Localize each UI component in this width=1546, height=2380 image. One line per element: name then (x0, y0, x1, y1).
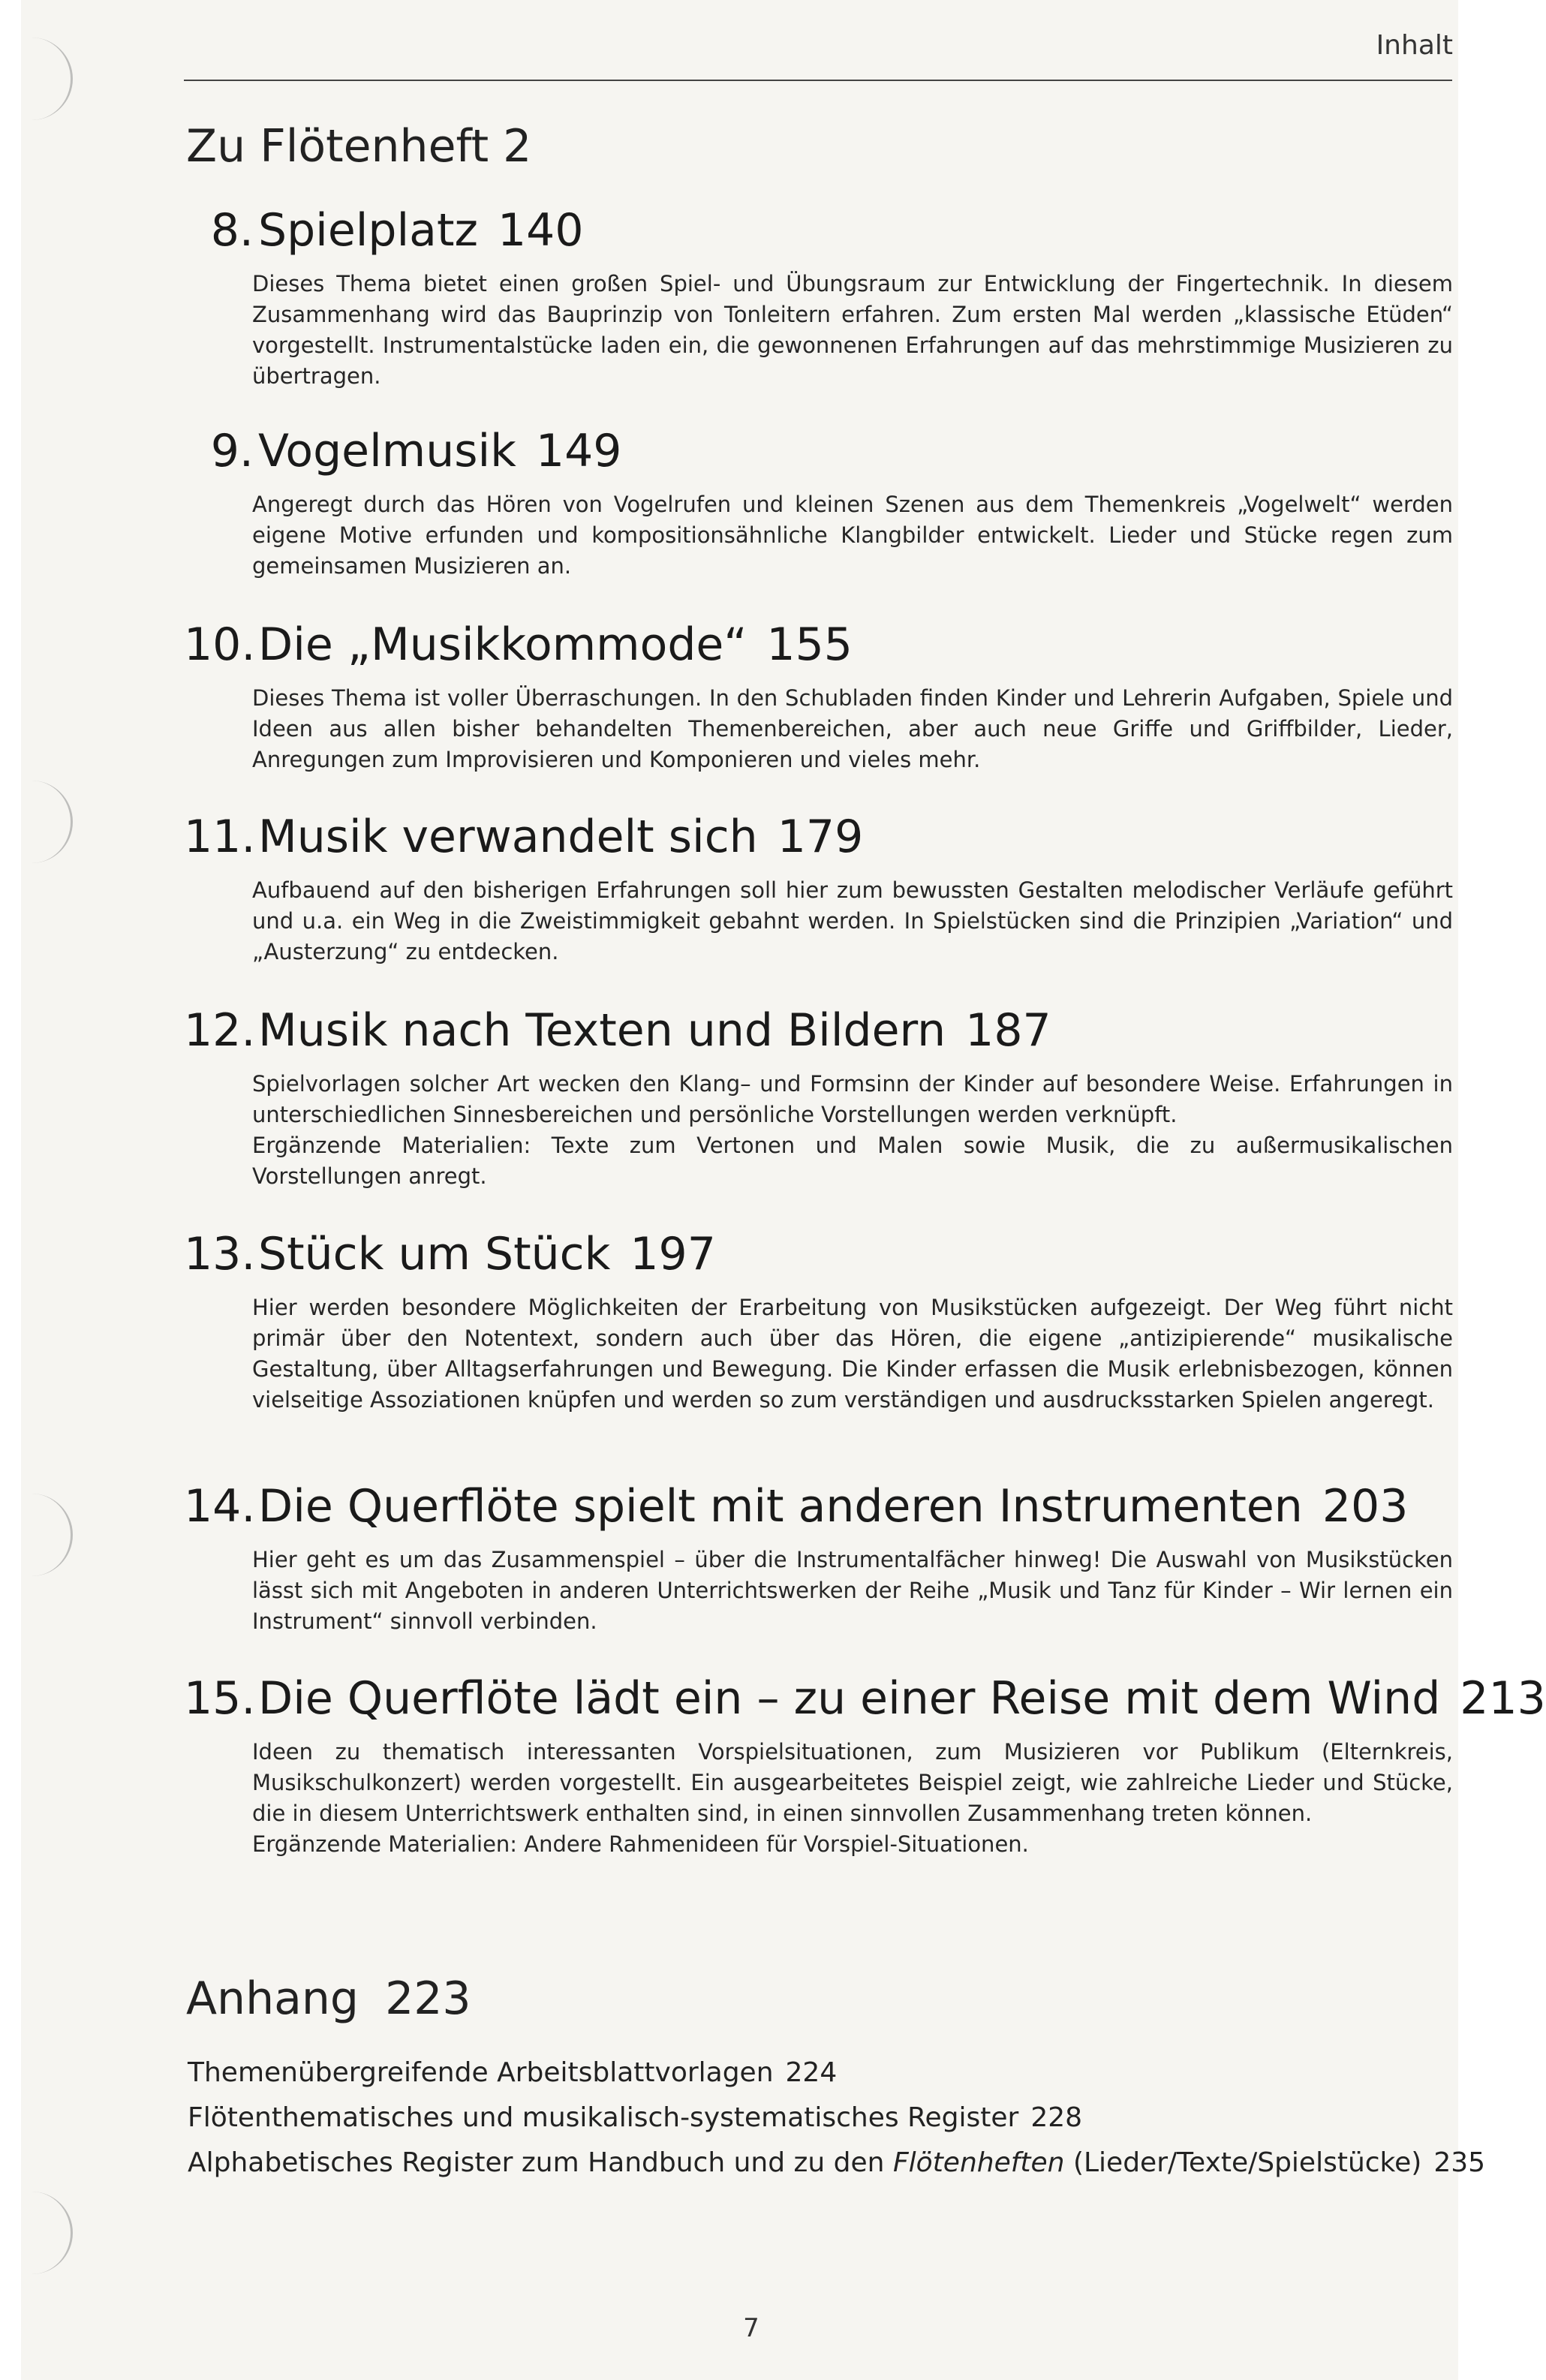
toc-entry-10 (184, 615, 1456, 775)
entry-description: Dieses Thema bietet einen großen Spiel- und Übungsraum zur Entwicklung der Fingertechnik. In diesem Zusammenhang wird das Bauprinzip von Tonleitern erfahren. Zum ersten Mal werden „klassische Etüden“ vorgestellt. Instrumentalstücke laden ein, die gewonnenen Erfahrungen auf das mehrstimmige Musizieren zu übertragen. (252, 271, 1453, 389)
appendix-item-text-after: (Lieder/Texte/Spielstücke) (1072, 2147, 1422, 2178)
toc-entry-12 (184, 1001, 1456, 1192)
appendix-item-text: Themenübergreifende Arbeitsblattvorlagen (188, 2057, 774, 2088)
appendix-item-page: 224 (785, 2057, 838, 2088)
entry-title: Die Querflöte spielt mit anderen Instrumenten (258, 1480, 1303, 1533)
appendix-item-text: Alphabetisches Register zum Handbuch und zu den (188, 2147, 885, 2178)
toc-entry-8 (184, 201, 1456, 392)
entry-description-text: Spielvorlagen solcher Art wecken den Klang– und Formsinn der Kinder auf besondere Weise. Erfahrungen in unterschiedlichen Sinnesbereichen und persönliche Vorstellungen werden verknüpft. (252, 1071, 1453, 1127)
entry-heading (184, 422, 1456, 480)
entry-number: 10. (184, 618, 256, 671)
entry-description-text: Ideen zu thematisch interessanten Vorspielsituationen, zum Musizieren vor Publikum (Elternkreis, Musikschulkonzert) werden vorgestellt. Ein ausgearbeitetes Beispiel zeigt, wie zahlreiche Lieder und Stücke, die in diesem Unterrichtswerk enthalten sind, in einen sinnvollen Zusammenhang treten können. (252, 1739, 1453, 1826)
appendix-title (186, 1972, 471, 2025)
entry-number: 12. (184, 1004, 256, 1057)
entry-title: Musik nach Texten und Bildern (258, 1004, 946, 1057)
appendix-item (188, 2141, 1486, 2186)
running-head: Inhalt (1376, 30, 1453, 61)
entry-title: Die „Musikkommode“ (258, 618, 747, 671)
entry-description: Aufbauend auf den bisherigen Erfahrungen soll hier zum bewussten Gestalten melodischer Verläufe geführt und u.a. ein Weg in die Zweistimmigkeit gebahnt werden. In Spielstücken sind die Prinzipien „Variation“ und „Austerzung“ zu entdecken. (252, 877, 1453, 964)
binder-hole (14, 2192, 73, 2274)
binder-hole (14, 1494, 73, 1576)
appendix-title-text: Anhang (186, 1972, 359, 2025)
entry-page: 179 (777, 811, 864, 863)
appendix-item (188, 2051, 1456, 2096)
entry-page: 149 (535, 425, 622, 477)
appendix-item (188, 2096, 1456, 2141)
toc-entry-11 (184, 808, 1456, 967)
entry-number: 8. (210, 204, 254, 257)
entry-title: Spielplatz (258, 204, 478, 257)
binder-hole (14, 38, 73, 120)
toc-entry-9 (184, 422, 1456, 582)
entry-page: 197 (630, 1228, 716, 1280)
appendix-list (188, 2051, 1486, 2186)
page-number: 7 (743, 2313, 759, 2343)
toc-entry-14 (184, 1477, 1456, 1637)
entry-description: Angeregt durch das Hören von Vogelrufen und kleinen Szenen aus dem Themenkreis „Vogelwelt“ werden eigene Motive erfunden und kompositionsähnliche Klangbilder entwickelt. Lieder und Stücke regen zum gemeinsamen Musizieren an. (252, 492, 1453, 579)
entry-heading (184, 1001, 1456, 1060)
entry-heading (184, 1225, 1456, 1283)
entry-supplement-text: Ergänzende Materialien: Andere Rahmenideen für Vorspiel-Situationen. (252, 1831, 1029, 1857)
entry-heading (184, 808, 1456, 866)
section-title: Zu Flötenheft 2 (186, 120, 532, 173)
header-rule (184, 80, 1452, 81)
appendix-item-page: 235 (1433, 2147, 1486, 2178)
entry-description: Hier werden besondere Möglichkeiten der Erarbeitung von Musikstücken aufgezeigt. Der Weg führt nicht primär über den Notentext, sondern auch über das Hören, die eigene „antizipierende“ musikalische Gestaltung, über Alltagserfahrungen und Bewegung. Die Kinder erfassen die Musik erlebnisbezogen, können vielseitige Assoziationen knüpfen und werden so zum verständigen und ausdrucksstarken Spielen angeregt. (252, 1295, 1453, 1413)
entry-number: 11. (184, 811, 256, 863)
entry-number: 13. (184, 1228, 256, 1280)
entry-title: Die Querflöte lädt ein – zu einer Reise mit dem Wind (258, 1672, 1441, 1725)
entry-description (252, 1737, 1453, 1860)
entry-heading (184, 201, 1456, 260)
entry-page: 140 (497, 204, 584, 257)
entry-page: 203 (1322, 1480, 1409, 1533)
appendix-item-italic-text: Flötenheften (892, 2147, 1065, 2178)
binder-holes (0, 0, 98, 2380)
entry-page: 187 (965, 1004, 1051, 1057)
entry-number: 9. (210, 425, 254, 477)
entry-page: 155 (766, 618, 853, 671)
appendix-item-text: Flötenthematisches und musikalisch-systematisches Register (188, 2102, 1019, 2133)
entry-title: Musik verwandelt sich (258, 811, 758, 863)
entry-number: 14. (184, 1480, 256, 1533)
entry-number: 15. (184, 1672, 256, 1725)
appendix-item-page: 228 (1030, 2102, 1083, 2133)
entry-heading (184, 615, 1456, 674)
entry-description: Hier geht es um das Zusammenspiel – über die Instrumentalfächer hinweg! Die Auswahl von Musikstücken lässt sich mit Angeboten in anderen Unterrichtswerken der Reihe „Musik und Tanz für Kinder – Wir lernen ein Instrument“ sinnvoll verbinden. (252, 1547, 1453, 1634)
entry-title: Vogelmusik (258, 425, 516, 477)
entry-description: Dieses Thema ist voller Überraschungen. In den Schubladen finden Kinder und Lehrerin Aufgaben, Spiele und Ideen aus allen bisher behandelten Themenbereichen, aber auch neue Griffe und Griffbilder, Lieder, Anregungen zum Improvisieren und Komponieren und vieles mehr. (252, 685, 1453, 772)
entry-supplement-text: Ergänzende Materialien: Texte zum Vertonen und Malen sowie Musik, die zu außermusikalischen Vorstellungen anregt. (252, 1133, 1453, 1189)
entry-heading (184, 1669, 1546, 1728)
binder-hole (14, 781, 73, 863)
entry-title: Stück um Stück (258, 1228, 611, 1280)
toc-entry-15 (184, 1669, 1546, 1860)
entry-heading (184, 1477, 1456, 1536)
entry-page: 213 (1460, 1672, 1546, 1725)
toc-entry-13 (184, 1225, 1456, 1416)
appendix-page: 223 (385, 1972, 471, 2025)
entry-description (252, 1069, 1453, 1192)
